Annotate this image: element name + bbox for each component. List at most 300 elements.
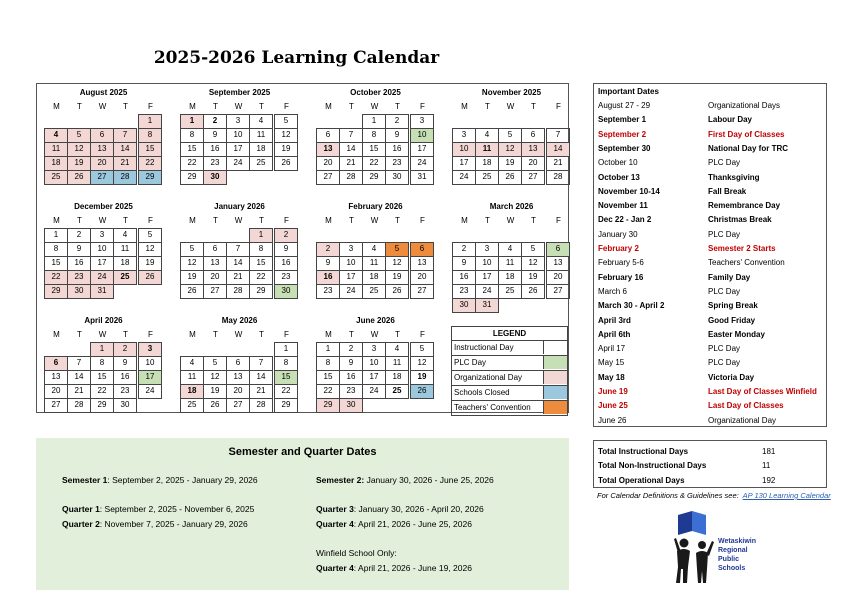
calendar-day: 1 <box>316 342 340 357</box>
quarter-2 <box>62 519 248 529</box>
calendar-day: 20 <box>226 384 250 399</box>
calendar-day: 1 <box>138 114 162 129</box>
weekday-header: F <box>420 216 425 225</box>
weekday-header: T <box>213 102 218 111</box>
month-name: October 2025 <box>350 88 401 97</box>
month-name: March 2026 <box>489 202 534 211</box>
quarter-4 <box>316 519 472 529</box>
calendar-day: 8 <box>249 242 273 257</box>
important-event: PLC Day <box>708 358 741 368</box>
semester-2-label: Semester 2: <box>316 475 365 485</box>
calendar-day: 22 <box>138 156 162 171</box>
calendar-day: 6 <box>521 128 545 143</box>
calendar-day: 20 <box>316 156 340 171</box>
quarter-3-value: : January 30, 2026 - April 20, 2026 <box>353 504 484 514</box>
calendar-day: 3 <box>90 228 114 243</box>
calendar-day: 18 <box>475 156 499 171</box>
weekday-header: T <box>259 102 264 111</box>
calendar-day: 6 <box>44 356 68 371</box>
important-date: March 6 <box>598 286 627 296</box>
calendar-day: 17 <box>452 156 476 171</box>
semester-panel <box>36 438 569 590</box>
calendar-day: 29 <box>316 398 340 413</box>
legend-label: PLC Day <box>454 358 487 367</box>
calendar-day: 20 <box>90 156 114 171</box>
legend-swatch <box>543 356 567 369</box>
important-dates-panel <box>593 83 827 427</box>
calendar-day: 9 <box>67 242 91 257</box>
important-date: Dec 22 - Jan 2 <box>598 215 652 225</box>
calendar-day: 26 <box>385 284 409 299</box>
calendar-day: 1 <box>44 228 68 243</box>
calendar-day: 17 <box>410 142 434 157</box>
quarter-4-label: Quarter 4 <box>316 519 354 529</box>
legend-item <box>451 386 568 401</box>
calendar-day: 21 <box>546 156 570 171</box>
important-date: October 10 <box>598 158 638 168</box>
important-date-row <box>594 385 826 399</box>
calendar-day: 4 <box>44 128 68 143</box>
weekday-header: T <box>213 216 218 225</box>
weekday-header: W <box>234 216 243 225</box>
calendar-day: 8 <box>44 242 68 257</box>
calendar-day: 9 <box>339 356 363 371</box>
calendar-day: 6 <box>316 128 340 143</box>
calendar-day: 13 <box>546 256 570 271</box>
calendar-day: 27 <box>521 170 545 185</box>
total-label: Total Instructional Days <box>598 447 689 456</box>
calendar-day: 2 <box>385 114 409 129</box>
calendar-day: 25 <box>113 270 137 285</box>
month-name: April 2026 <box>84 316 123 325</box>
semester-2 <box>316 475 494 485</box>
calendar-day: 12 <box>521 256 545 271</box>
quarter-1-value: : September 2, 2025 - November 6, 2025 <box>99 504 255 514</box>
calendar-day: 25 <box>385 384 409 399</box>
important-date: April 17 <box>598 344 626 354</box>
calendar-day: 21 <box>339 156 363 171</box>
calendar-day: 7 <box>226 242 250 257</box>
calendar-day: 10 <box>410 128 434 143</box>
important-date: February 16 <box>598 272 644 282</box>
calendar-day: 24 <box>138 384 162 399</box>
calendar-day: 17 <box>138 370 162 385</box>
important-date-row <box>594 228 826 242</box>
important-date: January 30 <box>598 229 638 239</box>
legend-item <box>451 371 568 386</box>
important-date-row <box>594 113 826 127</box>
calendar-day: 7 <box>249 356 273 371</box>
calendar-day: 5 <box>410 342 434 357</box>
calendar-day: 27 <box>546 284 570 299</box>
weekday-header: W <box>98 216 107 225</box>
important-date-row <box>594 342 826 356</box>
calendar-day: 22 <box>90 384 114 399</box>
calendar-day: 8 <box>180 128 204 143</box>
semester-2-value: January 30, 2026 - June 25, 2026 <box>364 475 494 485</box>
month-name: June 2026 <box>356 316 395 325</box>
calendar-day: 25 <box>475 170 499 185</box>
calendar-day: 24 <box>339 284 363 299</box>
calendar-day: 26 <box>498 170 522 185</box>
calendar-day: 24 <box>226 156 250 171</box>
calendar-day: 10 <box>362 356 386 371</box>
calendar-day: 22 <box>180 156 204 171</box>
calendar-day: 11 <box>180 370 204 385</box>
calendar-day: 5 <box>67 128 91 143</box>
important-date-row <box>594 213 826 227</box>
calendar-day: 9 <box>203 128 227 143</box>
total-label: Total Non-Instructional Days <box>598 461 707 470</box>
weekday-header: W <box>98 102 107 111</box>
calendar-day: 27 <box>44 398 68 413</box>
calendar-day: 18 <box>498 270 522 285</box>
calendar-day: 24 <box>90 270 114 285</box>
calendar-day: 19 <box>498 156 522 171</box>
calendar-day: 11 <box>113 242 137 257</box>
weekday-header: T <box>259 216 264 225</box>
important-date: June 26 <box>598 415 627 425</box>
calendar-day: 19 <box>67 156 91 171</box>
calendar-day: 11 <box>498 256 522 271</box>
calendar-day: 25 <box>362 284 386 299</box>
weekday-header: T <box>349 330 354 339</box>
weekday-header: T <box>395 330 400 339</box>
month-name: January 2026 <box>214 202 265 211</box>
calendar-day: 29 <box>274 398 298 413</box>
weekday-header: T <box>531 216 536 225</box>
calendar-day: 12 <box>385 256 409 271</box>
calendar-day: 12 <box>138 242 162 257</box>
weekday-header: T <box>123 102 128 111</box>
calendar-day: 30 <box>203 170 227 185</box>
weekday-header: T <box>485 102 490 111</box>
calendar-day: 20 <box>203 270 227 285</box>
calendar-day: 23 <box>113 384 137 399</box>
calendar-day: 1 <box>180 114 204 129</box>
calendar-day: 4 <box>498 242 522 257</box>
calendar-day: 22 <box>274 384 298 399</box>
calendar-day: 22 <box>44 270 68 285</box>
semester-title: Semester and Quarter Dates <box>228 446 377 458</box>
important-date: September 30 <box>598 143 651 153</box>
calendar-day: 12 <box>410 356 434 371</box>
calendar-day: 2 <box>339 342 363 357</box>
calendar-day: 3 <box>475 242 499 257</box>
calendar-day: 11 <box>475 142 499 157</box>
calendar-day: 15 <box>44 256 68 271</box>
calendar-day: 26 <box>138 270 162 285</box>
calendar-day: 24 <box>410 156 434 171</box>
calendar-day: 25 <box>44 170 68 185</box>
calendar-day: 4 <box>385 342 409 357</box>
important-event: Victoria Day <box>708 372 755 382</box>
weekday-header: M <box>189 216 196 225</box>
important-event: First Day of Classes <box>708 129 785 139</box>
calendar-day: 12 <box>274 128 298 143</box>
important-date: February 5-6 <box>598 258 644 268</box>
footnote <box>597 491 831 500</box>
weekday-header: M <box>461 216 468 225</box>
calendar-day: 11 <box>385 356 409 371</box>
weekday-header: W <box>506 102 515 111</box>
legend-swatch <box>543 386 567 399</box>
important-date-row <box>594 99 826 113</box>
calendar-day: 8 <box>138 128 162 143</box>
calendar-day: 23 <box>274 270 298 285</box>
quarter-4-value: : April 21, 2026 - June 25, 2026 <box>353 519 472 529</box>
calendar-day: 16 <box>113 370 137 385</box>
weekday-header: M <box>53 102 60 111</box>
calendar-day: 15 <box>274 370 298 385</box>
important-event: Spring Break <box>708 301 758 311</box>
weekday-header: W <box>506 216 515 225</box>
weekday-header: M <box>53 216 60 225</box>
calendar-day: 19 <box>410 370 434 385</box>
important-event: Fall Break <box>708 186 747 196</box>
calendar-day: 29 <box>362 170 386 185</box>
calendar-day: 2 <box>203 114 227 129</box>
calendar-day: 6 <box>90 128 114 143</box>
calendar-day: 14 <box>339 142 363 157</box>
calendar-day: 14 <box>226 256 250 271</box>
quarter-1 <box>62 504 254 514</box>
weekday-header: T <box>531 102 536 111</box>
total-value: 181 <box>762 447 776 456</box>
calendar-day: 4 <box>475 128 499 143</box>
calendar-day: 7 <box>546 128 570 143</box>
calendar-day: 8 <box>316 356 340 371</box>
calendar-day: 29 <box>138 170 162 185</box>
weekday-header: W <box>98 330 107 339</box>
calendar-day: 29 <box>180 170 204 185</box>
weekday-header: T <box>123 330 128 339</box>
important-event: Teachers' Convention <box>708 258 785 268</box>
important-event: National Day for TRC <box>708 143 789 153</box>
page-title: 2025-2026 Learning Calendar <box>153 48 440 68</box>
calendar-day: 10 <box>339 256 363 271</box>
calendar-day: 6 <box>410 242 434 257</box>
weekday-header: T <box>485 216 490 225</box>
calendar-day: 25 <box>498 284 522 299</box>
calendar-day: 25 <box>249 156 273 171</box>
important-date-row <box>594 399 826 413</box>
calendar-day: 26 <box>67 170 91 185</box>
calendar-day: 3 <box>138 342 162 357</box>
important-event: Good Friday <box>708 315 756 325</box>
calendar-day: 23 <box>339 384 363 399</box>
calendar-day: 31 <box>475 298 499 313</box>
weekday-header: M <box>325 216 332 225</box>
month-name: September 2025 <box>208 88 271 97</box>
calendar-day: 18 <box>180 384 204 399</box>
calendar-day: 7 <box>67 356 91 371</box>
quarter-3-label: Quarter 3 <box>316 504 354 514</box>
weekday-header: W <box>370 102 379 111</box>
calendar-day: 19 <box>274 142 298 157</box>
important-event: Easter Monday <box>708 329 765 339</box>
calendar-day: 28 <box>226 284 250 299</box>
weekday-header: T <box>123 216 128 225</box>
legend-label: Organizational Day <box>454 373 523 382</box>
calendar-day: 20 <box>410 270 434 285</box>
weekday-header: W <box>370 216 379 225</box>
total-value: 11 <box>762 461 771 470</box>
weekday-header: T <box>77 216 82 225</box>
calendar-day: 26 <box>410 384 434 399</box>
calendar-day: 13 <box>316 142 340 157</box>
calendar-day: 5 <box>180 242 204 257</box>
important-date-row <box>594 156 826 170</box>
ap130-link[interactable]: AP 130 Learning Calendar <box>742 491 831 500</box>
calendar-day: 30 <box>339 398 363 413</box>
weekday-header: T <box>77 330 82 339</box>
calendar-day: 4 <box>180 356 204 371</box>
legend-label: Teachers' Convention <box>454 403 531 412</box>
calendar-day: 11 <box>249 128 273 143</box>
calendar-day: 15 <box>180 142 204 157</box>
calendar-day: 30 <box>67 284 91 299</box>
calendar-day: 23 <box>385 156 409 171</box>
weekday-header: F <box>284 216 289 225</box>
calendar-day: 5 <box>498 128 522 143</box>
calendar-day: 1 <box>274 342 298 357</box>
calendar-day: 31 <box>410 170 434 185</box>
calendar-day: 4 <box>249 114 273 129</box>
calendar-day: 24 <box>475 284 499 299</box>
calendar-day: 8 <box>362 128 386 143</box>
calendar-day: 9 <box>316 256 340 271</box>
totals-panel <box>593 440 827 488</box>
legend-swatch <box>543 401 567 414</box>
important-event: PLC Day <box>708 229 741 239</box>
calendar-day: 26 <box>203 398 227 413</box>
weekday-header: F <box>420 330 425 339</box>
calendar-day: 5 <box>274 114 298 129</box>
important-date-row <box>594 414 826 428</box>
calendar-day: 20 <box>521 156 545 171</box>
quarter-2-label: Quarter 2 <box>62 519 100 529</box>
calendar-day: 19 <box>138 256 162 271</box>
calendar-day: 16 <box>385 142 409 157</box>
calendar-day: 10 <box>138 356 162 371</box>
calendar-day: 18 <box>113 256 137 271</box>
weekday-header: T <box>349 216 354 225</box>
calendar-day: 12 <box>67 142 91 157</box>
calendar-day: 28 <box>113 170 137 185</box>
calendar-day: 23 <box>67 270 91 285</box>
calendar-day: 10 <box>90 242 114 257</box>
calendar-day: 7 <box>113 128 137 143</box>
calendar-day: 28 <box>546 170 570 185</box>
winfield-quarter-4 <box>316 563 472 573</box>
important-date-row <box>594 328 826 342</box>
calendar-day: 1 <box>90 342 114 357</box>
calendar-day: 10 <box>475 256 499 271</box>
calendar-day: 2 <box>316 242 340 257</box>
important-date-row <box>594 128 826 142</box>
month-name: August 2025 <box>79 88 128 97</box>
calendar-day: 15 <box>316 370 340 385</box>
calendar-day: 3 <box>410 114 434 129</box>
important-date: August 27 - 29 <box>598 101 651 110</box>
calendar-day: 13 <box>226 370 250 385</box>
calendar-day: 3 <box>362 342 386 357</box>
calendar-day: 27 <box>203 284 227 299</box>
month-name: February 2026 <box>348 202 403 211</box>
calendar-day: 14 <box>67 370 91 385</box>
calendar-day: 26 <box>180 284 204 299</box>
important-event: Semester 2 Starts <box>708 244 776 253</box>
calendar-day: 18 <box>362 270 386 285</box>
month-name: May 2026 <box>221 316 258 325</box>
calendar-day: 28 <box>249 398 273 413</box>
calendar-day: 9 <box>113 356 137 371</box>
calendar-day: 28 <box>339 170 363 185</box>
important-date: May 18 <box>598 372 625 382</box>
important-date-row <box>594 199 826 213</box>
logo-line: Regional <box>718 547 748 554</box>
calendar-day: 16 <box>339 370 363 385</box>
calendar-day: 13 <box>90 142 114 157</box>
calendar-day: 10 <box>452 142 476 157</box>
calendar-day: 16 <box>316 270 340 285</box>
calendar-day: 7 <box>339 128 363 143</box>
important-date-row <box>594 314 826 328</box>
calendar-day: 16 <box>452 270 476 285</box>
calendar-day: 22 <box>249 270 273 285</box>
calendar-day: 1 <box>249 228 273 243</box>
calendar-day: 29 <box>44 284 68 299</box>
legend-label: Instructional Day <box>454 343 514 352</box>
important-date: June 19 <box>598 387 628 396</box>
calendar-day: 12 <box>203 370 227 385</box>
calendar-day: 11 <box>362 256 386 271</box>
calendar-day: 5 <box>385 242 409 257</box>
legend <box>451 326 568 416</box>
important-event: Family Day <box>708 272 751 282</box>
total-non-instructional <box>598 459 824 473</box>
calendar-day: 13 <box>410 256 434 271</box>
calendar-day: 12 <box>498 142 522 157</box>
weekday-header: M <box>189 102 196 111</box>
weekday-header: W <box>234 102 243 111</box>
calendar-day: 19 <box>203 384 227 399</box>
calendar-day: 15 <box>362 142 386 157</box>
calendar-day: 23 <box>316 284 340 299</box>
semester-1-value: : September 2, 2025 - January 29, 2026 <box>107 475 258 485</box>
calendar-day: 15 <box>249 256 273 271</box>
calendar-day: 22 <box>362 156 386 171</box>
calendar-day: 21 <box>67 384 91 399</box>
calendar-day: 10 <box>226 128 250 143</box>
important-date: September 2 <box>598 129 647 139</box>
weekday-header: M <box>325 102 332 111</box>
important-event: Organizational Day <box>708 415 777 425</box>
winfield-quarter-4-label: Quarter 4 <box>316 563 354 573</box>
month-name: November 2025 <box>481 88 542 97</box>
legend-item <box>451 401 568 416</box>
calendar-day: 26 <box>274 156 298 171</box>
weekday-header: F <box>556 216 561 225</box>
total-value: 192 <box>762 476 776 485</box>
calendar-day: 17 <box>362 370 386 385</box>
important-date: October 13 <box>598 172 640 182</box>
legend-title: LEGEND <box>451 326 568 341</box>
important-date: June 25 <box>598 401 628 411</box>
calendar-day: 19 <box>180 270 204 285</box>
calendar-day: 3 <box>452 128 476 143</box>
